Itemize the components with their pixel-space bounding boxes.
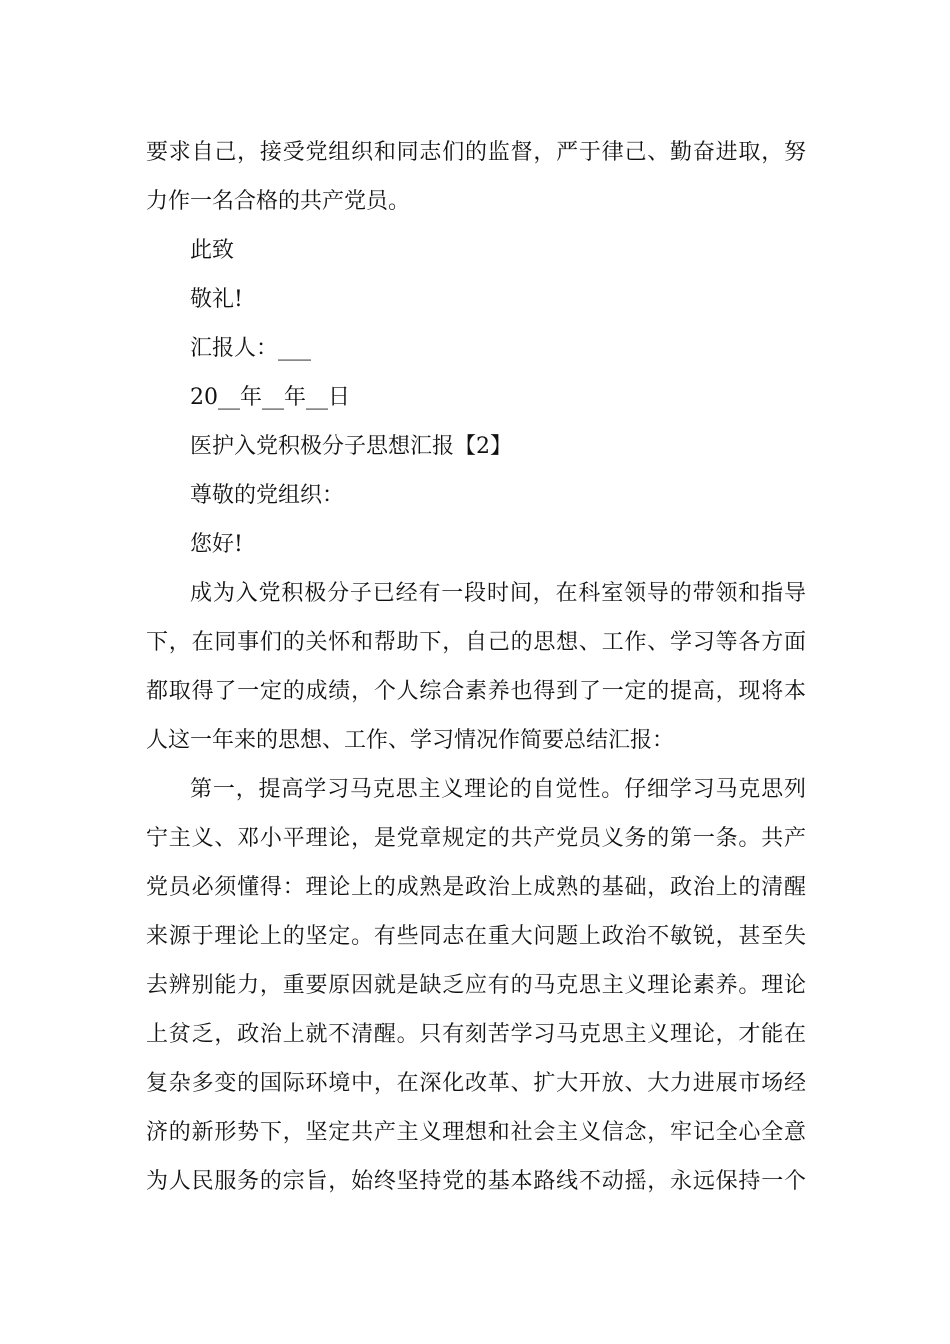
- greeting-block: [146, 471, 806, 569]
- text-line: 复杂多变的国际环境中，在深化改革、扩大开放、大力进展市场经: [146, 1071, 806, 1096]
- paragraph-1: [146, 569, 806, 765]
- text-line: 去辨别能力，重要原因就是缺乏应有的马克思主义理论素养。理论: [146, 973, 806, 998]
- section-title: 医护入党积极分子思想汇报【2】: [190, 434, 512, 459]
- date-line: 20__年__年__日: [190, 385, 350, 410]
- text-line: 下，在同事们的关怀和帮助下，自己的思想、工作、学习等各方面: [146, 630, 806, 655]
- text-line: 来源于理论上的坚定。有些同志在重大问题上政治不敏锐，甚至失: [146, 924, 806, 949]
- closing-salutation: 此致: [190, 238, 235, 263]
- paragraph-2: [146, 765, 806, 1206]
- text-line: 为人民服务的宗旨，始终坚持党的基本路线不动摇，永远保持一个: [146, 1169, 806, 1194]
- closing-block: [146, 226, 806, 422]
- text-line: 第一，提高学习马克思主义理论的自觉性。仔细学习马克思列: [190, 777, 806, 802]
- text-line: 力作一名合格的共产党员。: [146, 189, 411, 214]
- closing-respect: 敬礼!: [190, 287, 243, 312]
- text-line: 济的新形势下，坚定共产主义理想和社会主义信念，牢记全心全意: [146, 1120, 806, 1145]
- addressee: 尊敬的党组织：: [190, 483, 345, 508]
- text-line: 上贫乏，政治上就不清醒。只有刻苦学习马克思主义理论，才能在: [146, 1022, 806, 1047]
- opening-paragraph: [146, 128, 806, 226]
- text-line: 宁主义、邓小平理论，是党章规定的共产党员义务的第一条。共产: [146, 826, 806, 851]
- hello-line: 您好!: [190, 532, 243, 557]
- document-body: [146, 128, 806, 1206]
- text-line: 成为入党积极分子已经有一段时间，在科室领导的带领和指导: [190, 581, 806, 606]
- text-line: 人这一年来的思想、工作、学习情况作简要总结汇报：: [146, 728, 675, 753]
- text-line: 要求自己，接受党组织和同志们的监督，严于律己、勤奋进取，努: [146, 140, 806, 165]
- reporter-line: 汇报人：___: [190, 336, 312, 361]
- text-line: 党员必须懂得：理论上的成熟是政治上成熟的基础，政治上的清醒: [146, 875, 806, 900]
- text-line: 都取得了一定的成绩，个人综合素养也得到了一定的提高，现将本: [146, 679, 806, 704]
